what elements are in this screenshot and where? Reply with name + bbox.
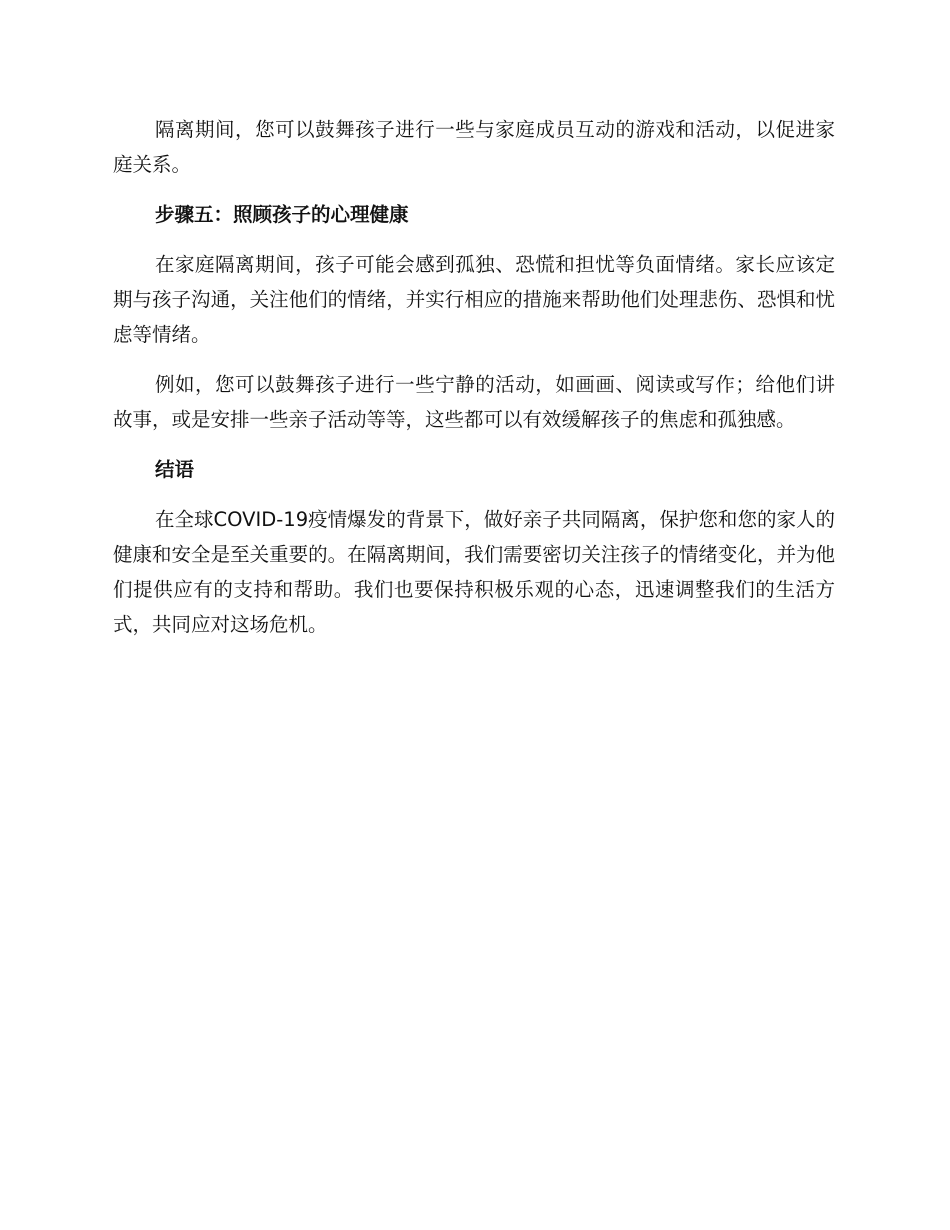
paragraph-family-activities: 隔离期间，您可以鼓舞孩子进行一些与家庭成员互动的游戏和活动，以促进家庭关系。 [113,118,835,176]
paragraph-calm-activities: 例如，您可以鼓舞孩子进行一些宁静的活动，如画画、阅读或写作；给他们讲故事，或是安排一些亲子活动等等，这些都可以有效缓解孩子的焦虑和孤独感。 [113,373,835,431]
document-body [113,112,835,657]
section-heading-conclusion: 结语 [155,458,195,481]
paragraph-conclusion: 在全球COVID-19疫情爆发的背景下，做好亲子共同隔离，保护您和您的家人的健康和安全是至关重要的。在隔离期间，我们需要密切关注孩子的情绪变化，并为他们提供应有的支持和帮助。我们也要保持积极乐观的心态，迅速调整我们的生活方式，共同应对这场危机。 [113,508,835,636]
section-heading-step-five: 步骤五：照顾孩子的心理健康 [155,203,409,226]
paragraph-child-emotions: 在家庭隔离期间，孩子可能会感到孤独、恐慌和担忧等负面情绪。家长应该定期与孩子沟通，关注他们的情绪，并实行相应的措施来帮助他们处理悲伤、恐惧和忧虑等情绪。 [113,253,835,346]
